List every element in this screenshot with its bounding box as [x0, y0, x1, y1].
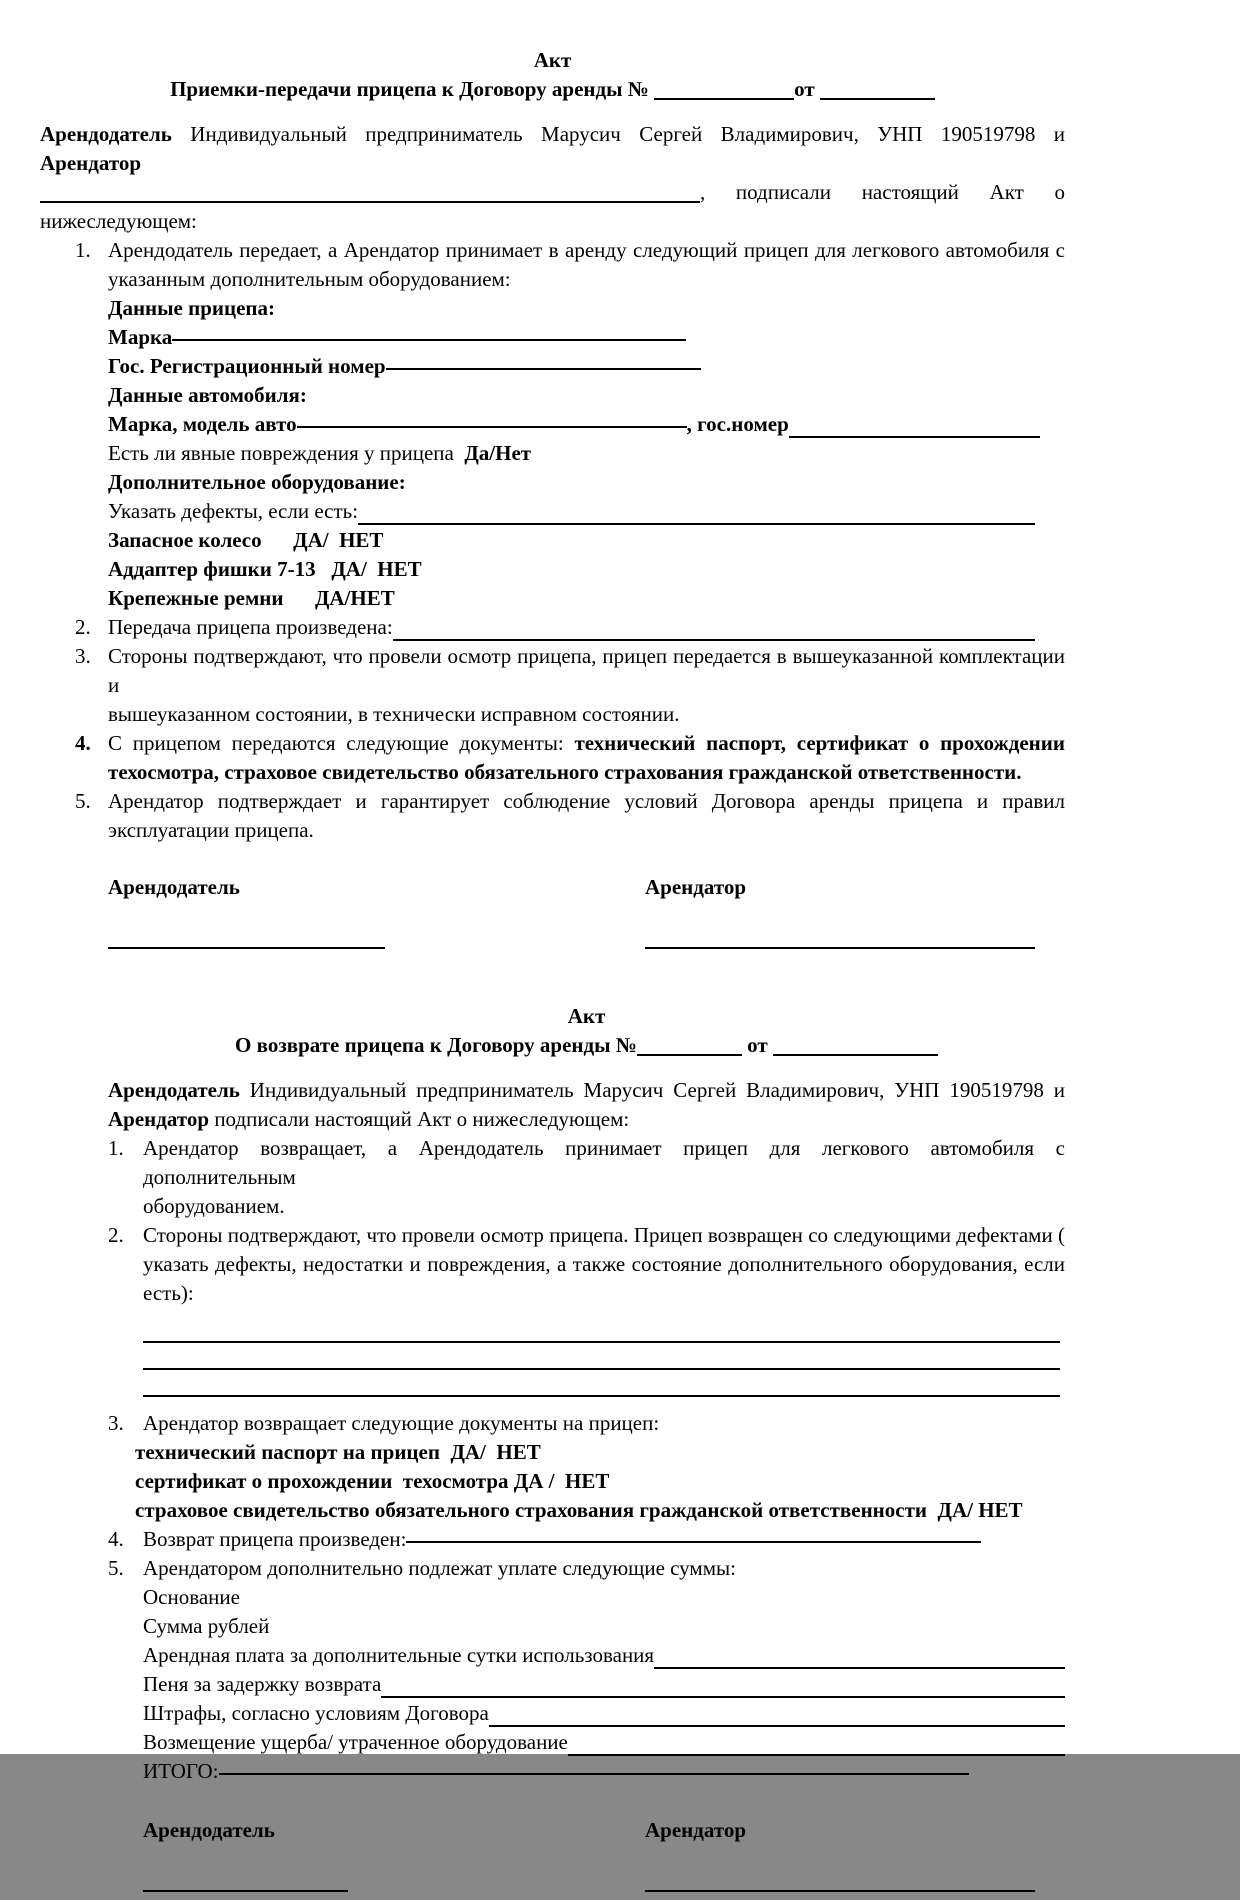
doc-certificate-row: сертификат о прохождении техосмотра ДА / НЕТ: [135, 1469, 610, 1493]
car-number-blank-field: [789, 412, 1040, 438]
damages-label: Возмещение ущерба/ утраченное оборудование: [143, 1730, 568, 1754]
car-number-label: , гос.номер: [686, 412, 789, 436]
defects-blank-line-field: [143, 1370, 1060, 1397]
rent-blank-field: [654, 1643, 1065, 1669]
act1-item4-docs1: технический паспорт, сертификат о прохождении: [574, 731, 1065, 755]
act2-intro-line2: [108, 1105, 1065, 1134]
return-blank-field: [406, 1525, 981, 1543]
total-label: ИТОГО:: [143, 1759, 219, 1783]
damages-blank-field: [568, 1730, 1065, 1756]
penalty-blank-field: [381, 1672, 1065, 1698]
act2-lessee-signature-label: Арендатор: [645, 1818, 747, 1842]
item-number: 2.: [75, 615, 91, 639]
damages-row: [143, 1728, 1065, 1757]
adapter-row: Аддаптер фишки 7-13 ДА/ НЕТ: [108, 557, 422, 581]
defects-blank-lines: [143, 1316, 1065, 1397]
act1-intro-text1: Индивидуальный предприниматель Марусич Сергей Владимирович, УНП 190519798 и: [171, 122, 1065, 146]
trailer-brand-label: Марка: [108, 325, 173, 349]
item-number: 2.: [108, 1223, 124, 1247]
act1-signature-block: [108, 873, 1065, 957]
act2-section: [108, 1002, 1065, 1786]
rent-row: [143, 1641, 1065, 1670]
lessee-signature-blank-field: [645, 1874, 1035, 1892]
act1-item4-line1: [108, 729, 1065, 758]
lessor-term: Арендодатель: [40, 122, 172, 146]
lessor-signature-blank-field: [143, 1874, 348, 1892]
act2-subtitle-ot: от: [747, 1033, 768, 1057]
act1-item3-line1: Стороны подтверждают, что провели осмотр прицепа, прицеп передается в вышеуказанной комплектации и: [108, 644, 1065, 697]
blank-field: [654, 82, 794, 100]
item-number: 5.: [75, 789, 91, 813]
act2-item3-label: Арендатор возвращает следующие документы на прицеп:: [143, 1411, 660, 1435]
defects-label: Указать дефекты, если есть:: [108, 499, 359, 523]
act1-intro-line3: нижеследующем:: [40, 209, 197, 233]
act1-signature-lines: [108, 928, 1065, 957]
act1-item-2: [40, 613, 1065, 642]
total-row: [143, 1757, 1065, 1786]
act2-item1-line2: оборудованием.: [143, 1194, 285, 1218]
blank-field: [773, 1038, 938, 1056]
act2-item5-label: Арендатором дополнительно подлежат уплате следующие суммы:: [143, 1556, 736, 1580]
total-blank-field: [219, 1757, 969, 1775]
car-brand-label: Марка, модель авто: [108, 412, 297, 436]
item-number: 1.: [75, 238, 91, 262]
fines-row: [143, 1699, 1065, 1728]
fines-blank-field: [489, 1701, 1065, 1727]
act2-lessor-signature-cell: [143, 1871, 645, 1900]
act2-subtitle-text: О возврате прицепа к Договору аренды №: [235, 1033, 637, 1057]
blank-field: [637, 1038, 742, 1056]
defects-blank-line-field: [143, 1316, 1060, 1343]
act2-item-4: [108, 1525, 1065, 1554]
act1-intro-text2: , подписали настоящий Акт о: [700, 180, 1065, 204]
act1-signature-labels: [108, 873, 1065, 902]
sum-label: Сумма рублей: [143, 1614, 270, 1638]
act2-item2-line3: есть):: [143, 1281, 194, 1305]
act1-subtitle-text: Приемки-передачи прицепа к Договору аренды №: [170, 77, 649, 101]
extra-equipment-heading: Дополнительное оборудование:: [108, 470, 406, 494]
lessor-signature-blank-field: [108, 931, 385, 949]
act2-intro-line1: [108, 1076, 1065, 1105]
act2-intro-text1: Индивидуальный предприниматель Марусич Сергей Владимирович, УНП 190519798 и: [239, 1078, 1065, 1102]
act2-item-2: [108, 1221, 1065, 1397]
act2-item2-line1: Стороны подтверждают, что провели осмотр прицепа. Прицеп возвращен со следующими дефектами (: [143, 1223, 1065, 1247]
trailer-reg-label: Гос. Регистрационный номер: [108, 354, 386, 378]
act2-signature-lines: [143, 1871, 1065, 1900]
trailer-brand-blank-field: [172, 323, 686, 341]
act2-item1-line1: Арендатор возвращает, а Арендодатель принимает прицеп для легкового автомобиля с дополнительным: [143, 1136, 1065, 1189]
item-number: 5.: [108, 1556, 124, 1580]
act1-item-4: [40, 729, 1065, 787]
lessor-term: Арендодатель: [108, 1078, 240, 1102]
act1-intro-line2: [40, 178, 1065, 207]
rent-label: Арендная плата за дополнительные сутки использования: [143, 1643, 655, 1667]
doc-insurance-row: страховое свидетельство обязательного страхования гражданской ответственности ДА/ НЕТ: [135, 1498, 1023, 1522]
act1-item-1: [40, 236, 1065, 613]
fines-label: Штрафы, согласно условиям Договора: [143, 1701, 489, 1725]
car-data-heading: Данные автомобиля:: [108, 383, 307, 407]
straps-row: Крепежные ремни ДА/НЕТ: [108, 586, 395, 610]
act1-item1-line1: Арендодатель передает, а Арендатор принимает в аренду следующий прицеп для легкового автомобиля с: [108, 238, 1065, 262]
act1-item-3: [40, 642, 1065, 729]
blank-field: [820, 82, 935, 100]
item-number: 4.: [75, 731, 91, 755]
trailer-reg-blank-field: [386, 352, 701, 370]
act2-intro: [108, 1076, 1065, 1134]
basis-label: Основание: [143, 1585, 240, 1609]
item-number: 4.: [108, 1527, 124, 1551]
car-brand-blank-field: [297, 410, 687, 428]
act1-lessor-signature-label: Арендодатель: [108, 875, 240, 899]
lessee-term: Арендатор: [108, 1107, 210, 1131]
defects-blank-line-field: [143, 1343, 1060, 1370]
act2-item-3: [108, 1409, 1065, 1525]
penalty-label: Пеня за задержку возврата: [143, 1672, 382, 1696]
act2-subtitle: [108, 1031, 1065, 1060]
item-number: 3.: [108, 1411, 124, 1435]
act1-item3-line2: вышеуказанном состоянии, в технически исправном состоянии.: [108, 702, 680, 726]
act1-item5-line1: Арендатор подтверждает и гарантирует соблюдение условий Договора аренды прицепа и правил: [108, 789, 1065, 813]
transfer-label: Передача прицепа произведена:: [108, 615, 393, 639]
trailer-brand-row: [108, 323, 1065, 352]
act2-lessee-signature-cell: [645, 1871, 1035, 1900]
act2-item-5: [108, 1554, 1065, 1786]
act1-intro-line1: [40, 120, 1065, 178]
lessee-name-blank-field: [40, 185, 700, 203]
item-number: 1.: [108, 1136, 124, 1160]
transfer-blank-field: [393, 615, 1035, 641]
doc-passport-row: технический паспорт на прицеп ДА/ НЕТ: [135, 1440, 541, 1464]
act1-item1-line2: указанным дополнительным оборудованием:: [108, 267, 511, 291]
damage-question: Есть ли явные повреждения у прицепа: [108, 441, 465, 465]
trailer-reg-row: [108, 352, 1065, 381]
trailer-data-heading: Данные прицепа:: [108, 296, 276, 320]
spare-wheel-row: Запасное колесо ДА/ НЕТ: [108, 528, 384, 552]
act1-subtitle: [40, 75, 1065, 104]
act1-intro: [40, 120, 1065, 236]
return-row: [143, 1525, 1065, 1554]
penalty-row: [143, 1670, 1065, 1699]
lessee-signature-blank-field: [645, 931, 1035, 949]
defects-blank-field: [358, 499, 1035, 525]
act2-intro-text2: подписали настоящий Акт о нижеследующем:: [209, 1107, 630, 1131]
car-brand-row: [108, 410, 1065, 439]
act1-lessee-signature-cell: [645, 928, 1035, 957]
return-label: Возврат прицепа произведен:: [143, 1527, 407, 1551]
act2-item2-line2: указать дефекты, недостатки и повреждения, а также состояние дополнительного оборудования, если: [143, 1252, 1065, 1276]
act2-signature-labels: [143, 1816, 1065, 1845]
act1-item4-text: С прицепом передаются следующие документы:: [108, 731, 575, 755]
act2-signature-block: [143, 1816, 1065, 1900]
act1-subtitle-ot: от: [794, 77, 815, 101]
act1-title: Акт: [533, 48, 572, 72]
act2-title: Акт: [567, 1004, 606, 1028]
lessee-term: Арендатор: [40, 151, 142, 175]
act1-item4-docs2: техосмотра, страховое свидетельство обязательного страхования гражданской ответственности.: [108, 760, 1022, 784]
item-number: 3.: [75, 644, 91, 668]
act1-item5-line2: эксплуатации прицепа.: [108, 818, 314, 842]
act1-item-5: [40, 787, 1065, 845]
act1-lessor-signature-cell: [108, 928, 645, 957]
act1-lessee-signature-label: Арендатор: [645, 875, 747, 899]
transfer-row: [108, 613, 1065, 642]
damage-answer: Да/Нет: [464, 441, 532, 465]
defects-row: [108, 497, 1065, 526]
act2-lessor-signature-label: Арендодатель: [143, 1818, 275, 1842]
act2-item-1: [108, 1134, 1065, 1221]
damage-question-row: [108, 439, 1065, 468]
